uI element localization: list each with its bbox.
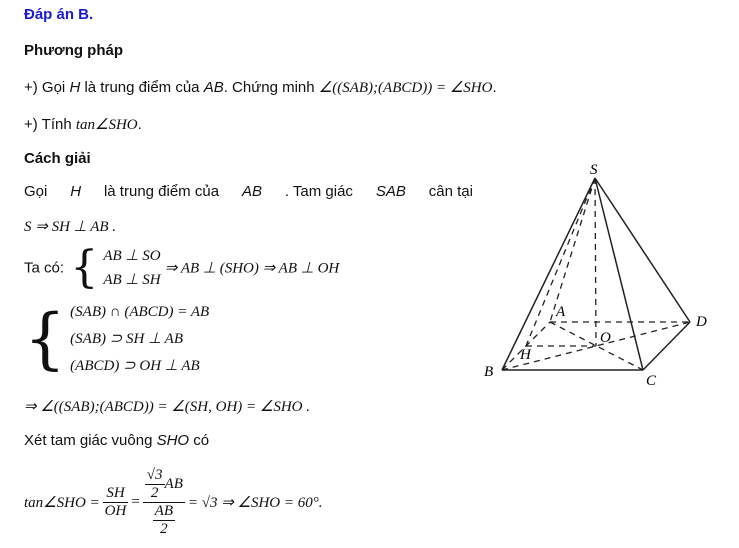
frac2-den-two: 2 xyxy=(160,520,168,537)
system-2-row-2: (SAB) ⊃ SH ⊥ AB xyxy=(70,331,184,347)
step1-prefix: +) Gọi xyxy=(24,79,70,96)
final-eq: = xyxy=(131,493,140,510)
edge-sa xyxy=(550,178,595,322)
step1-expression: ∠((SAB);(ABCD)) = ∠SHO xyxy=(318,80,493,96)
label-b: B xyxy=(484,364,494,380)
ta-co-result: ⇒ AB ⊥ (SHO) ⇒ AB ⊥ OH xyxy=(164,260,340,277)
edge-sb xyxy=(502,178,595,370)
label-d: D xyxy=(696,314,707,330)
label-h: H xyxy=(520,347,531,363)
step2-expression: tan∠SHO xyxy=(75,117,138,133)
sol1-a: Gọi xyxy=(24,183,48,200)
edge-cd xyxy=(643,322,690,370)
right-triangle-line xyxy=(24,432,209,449)
system-2-row-1: (SAB) ∩ (ABCD) = AB xyxy=(70,304,210,320)
frac2-den-inner xyxy=(153,503,175,538)
rt-b: có xyxy=(189,432,210,449)
frac1-den: OH xyxy=(104,502,127,519)
final-lhs: tan∠SHO = xyxy=(24,494,100,511)
sol1-h: H xyxy=(70,183,82,200)
ta-co-row-2: AB ⊥ SH xyxy=(103,272,161,288)
conclusion: ⇒ ∠((SAB);(ABCD)) = ∠(SH, OH) = ∠SHO . xyxy=(24,399,311,415)
method-step-1 xyxy=(24,78,497,97)
edge-sh xyxy=(526,178,595,346)
solution-line-2: S ⇒ SH ⊥ AB . xyxy=(24,219,117,235)
solution-line-1 xyxy=(24,183,473,200)
step2-prefix: +) Tính xyxy=(24,116,76,133)
label-c: C xyxy=(646,373,657,389)
ta-co-row-1: AB ⊥ SO xyxy=(103,248,161,264)
ta-co-label: Ta có: xyxy=(24,259,65,277)
pyramid-figure xyxy=(480,158,730,393)
method-step-2 xyxy=(24,115,142,134)
frac2-num xyxy=(143,467,185,503)
solution-heading: Cách giải xyxy=(24,150,91,167)
frac2-den-ab: AB xyxy=(154,502,173,519)
system-2 xyxy=(24,300,209,378)
sol1-ab: AB xyxy=(241,183,262,200)
frac2-two: 2 xyxy=(150,484,159,501)
final-rest: = √3 ⇒ ∠SHO = 60°. xyxy=(187,494,323,511)
rt-a: Xét tam giác vuông xyxy=(24,432,157,449)
system-2-row-3: (ABCD) ⊃ OH ⊥ AB xyxy=(70,358,200,374)
fraction-sh-oh xyxy=(103,485,129,520)
frac2-inner xyxy=(145,467,165,502)
sol1-d: cân tại xyxy=(428,183,473,200)
fraction-big xyxy=(143,467,185,538)
edge-so xyxy=(595,178,596,346)
label-s: S xyxy=(590,162,598,178)
left-brace-2: { xyxy=(24,300,66,377)
label-a: A xyxy=(556,304,566,320)
step1-var-ab: AB xyxy=(203,79,224,96)
method-heading: Phương pháp xyxy=(24,42,124,59)
step2-end: . xyxy=(137,116,142,133)
rt-sho: SHO xyxy=(156,432,190,449)
frac2-ab: AB xyxy=(164,475,183,492)
label-o: O xyxy=(600,330,611,346)
sol1-c: . Tam giác xyxy=(284,183,353,200)
answer-label: Đáp án B. xyxy=(24,6,94,23)
sol1-sab: SAB xyxy=(375,183,406,200)
sol1-b: là trung điểm của xyxy=(103,183,220,200)
ta-co-system xyxy=(103,244,160,292)
frac2-sqrt3: √3 xyxy=(146,466,163,483)
step1-mid1: là trung điểm của xyxy=(80,79,204,96)
ta-co-block xyxy=(24,244,339,292)
frac2-den xyxy=(143,503,185,538)
final-formula xyxy=(24,462,323,542)
step1-end: . xyxy=(492,79,497,96)
step1-mid2: . Chứng minh xyxy=(223,79,319,96)
edge-sd xyxy=(595,178,690,322)
left-brace-1: { xyxy=(70,242,99,293)
frac1-num: SH xyxy=(103,485,129,503)
system-2-rows xyxy=(70,300,209,378)
step1-var-h: H xyxy=(69,79,81,96)
